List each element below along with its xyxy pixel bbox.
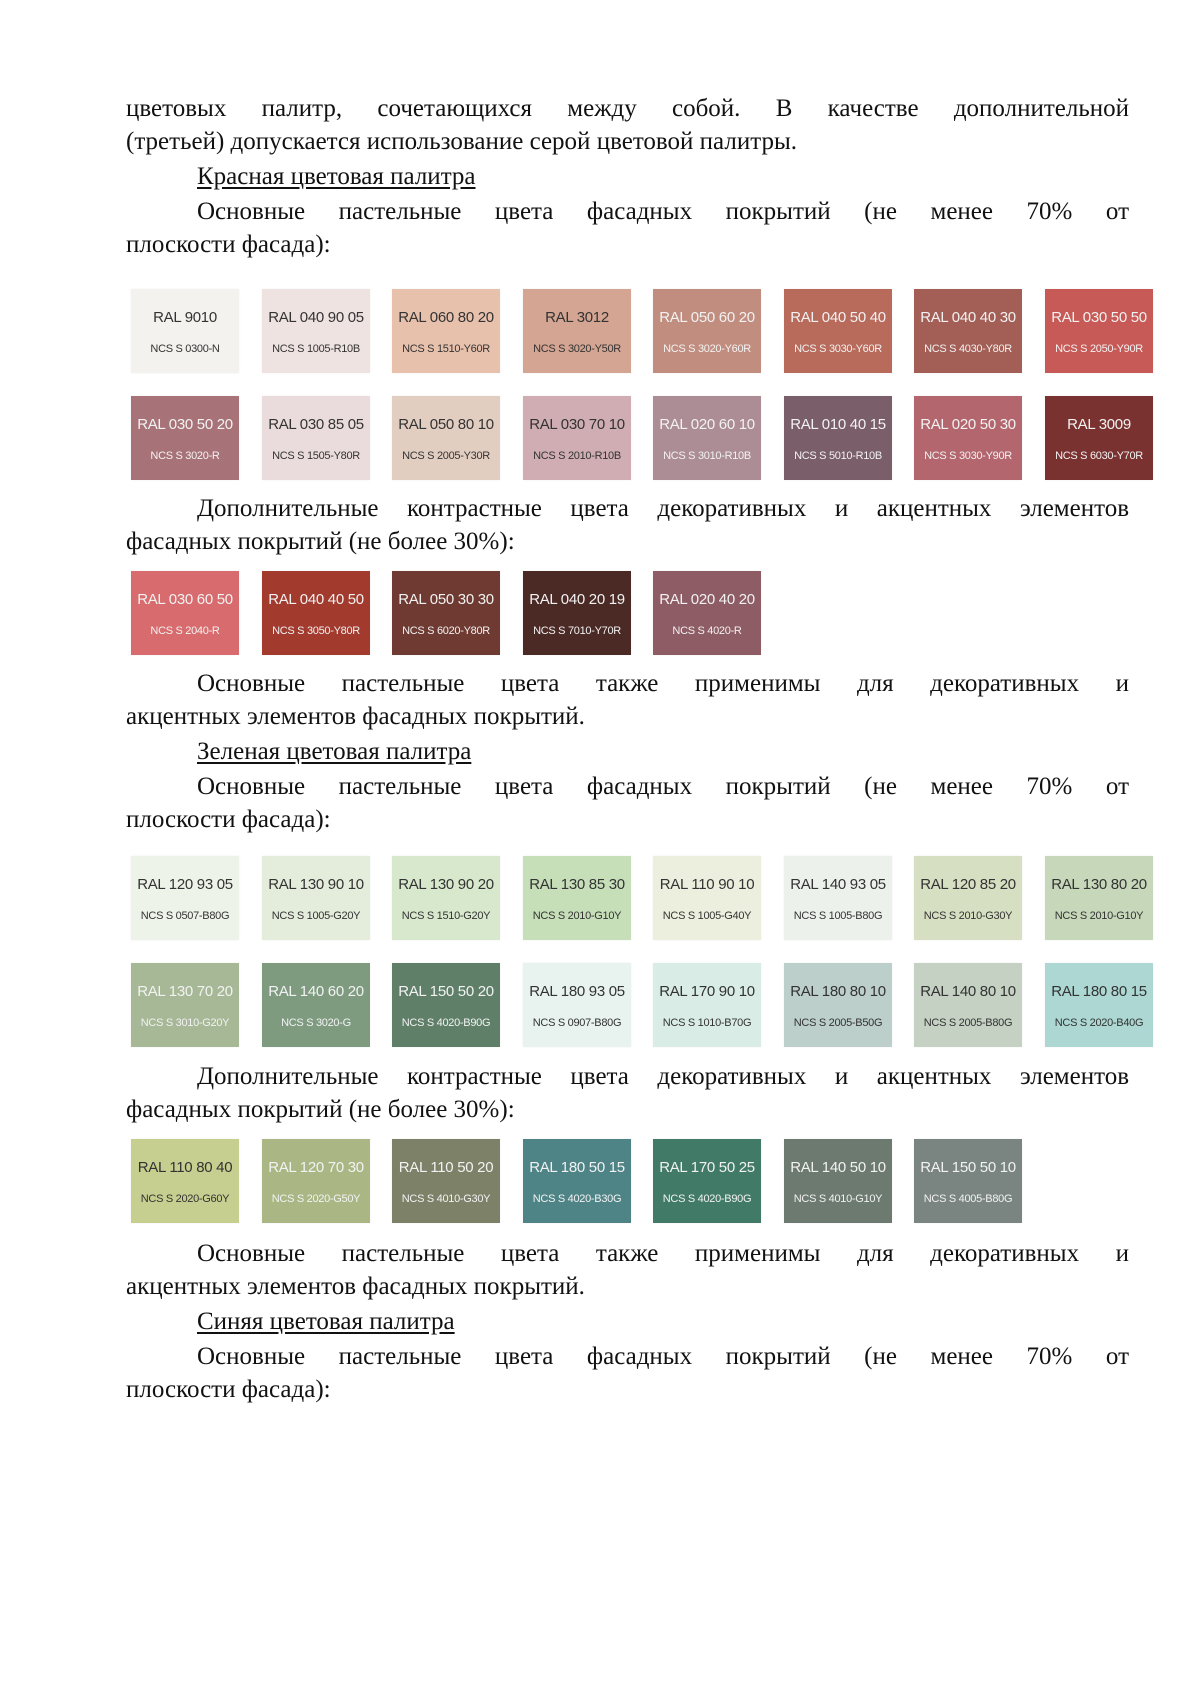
swatch-ral-code: RAL 130 90 20 <box>398 876 494 893</box>
color-swatch <box>784 856 892 940</box>
swatch-ncs-code: NCS S 2050-Y90R <box>1055 343 1143 355</box>
color-swatch <box>523 396 631 480</box>
green-note-line-1: Основные пастельные цвета также применимы для декоративных и <box>197 1240 1129 1267</box>
swatch-ral-code: RAL 130 70 20 <box>137 983 233 1000</box>
color-swatch <box>392 856 500 940</box>
swatch-ral-code: RAL 130 85 30 <box>529 876 625 893</box>
green-additional-line-1: Дополнительные контрастные цвета декоративных и акцентных элементов <box>197 1063 1129 1090</box>
swatch-ral-code: RAL 030 85 05 <box>268 416 364 433</box>
green-palette-heading <box>126 735 1129 768</box>
color-swatch <box>131 963 239 1047</box>
swatch-ncs-code: NCS S 1005-G40Y <box>662 910 752 922</box>
swatch-ncs-code: NCS S 3020-R <box>150 450 220 462</box>
swatch-ral-code: RAL 120 85 20 <box>920 876 1016 893</box>
swatch-ral-code: RAL 120 70 30 <box>268 1159 364 1176</box>
swatch-ncs-code: NCS S 3020-G <box>281 1017 351 1029</box>
color-swatch <box>653 571 761 655</box>
color-swatch <box>392 396 500 480</box>
blue-main-line-1: Основные пастельные цвета фасадных покрытий (не менее 70% от <box>197 1343 1129 1370</box>
color-swatch <box>392 1139 500 1223</box>
intro-line-1: цветовых палитр, сочетающихся между собой. В качестве дополнительной <box>126 95 1129 122</box>
color-swatch <box>131 289 239 373</box>
swatch-ral-code: RAL 180 80 10 <box>790 983 886 1000</box>
color-swatch <box>523 571 631 655</box>
red-main-line-1: Основные пастельные цвета фасадных покрытий (не менее 70% от <box>197 198 1129 225</box>
swatch-ncs-code: NCS S 3030-Y90R <box>924 450 1012 462</box>
swatch-ncs-code: NCS S 1505-Y80R <box>272 450 360 462</box>
swatch-ncs-code: NCS S 2020-B40G <box>1054 1017 1144 1029</box>
swatch-ral-code: RAL 140 80 10 <box>920 983 1016 1000</box>
color-swatch <box>523 289 631 373</box>
swatch-ncs-code: NCS S 3020-Y50R <box>533 343 621 355</box>
swatch-ncs-code: NCS S 4005-B80G <box>923 1193 1013 1205</box>
green-note-line-2: акцентных элементов фасадных покрытий. <box>126 1273 585 1300</box>
swatch-ncs-code: NCS S 0907-B80G <box>532 1017 622 1029</box>
swatch-ral-code: RAL 020 40 20 <box>659 591 755 608</box>
color-swatch <box>653 396 761 480</box>
color-swatch <box>131 856 239 940</box>
color-swatch <box>262 963 370 1047</box>
swatch-ncs-code: NCS S 2020-G60Y <box>140 1193 230 1205</box>
color-swatch <box>392 963 500 1047</box>
swatch-ral-code: RAL 010 40 15 <box>790 416 886 433</box>
swatch-ral-code: RAL 050 60 20 <box>659 309 755 326</box>
color-swatch <box>784 396 892 480</box>
swatch-ral-code: RAL 030 50 20 <box>137 416 233 433</box>
swatch-ncs-code: NCS S 1010-B70G <box>662 1017 752 1029</box>
swatch-ral-code: RAL 040 40 50 <box>268 591 364 608</box>
swatch-ncs-code: NCS S 2010-R10B <box>533 450 621 462</box>
color-swatch <box>653 856 761 940</box>
swatch-ncs-code: NCS S 1510-G20Y <box>401 910 491 922</box>
swatch-ral-code: RAL 180 80 15 <box>1051 983 1147 1000</box>
swatch-ncs-code: NCS S 1510-Y60R <box>402 343 490 355</box>
swatch-ral-code: RAL 170 50 25 <box>659 1159 755 1176</box>
swatch-ncs-code: NCS S 2005-B50G <box>793 1017 883 1029</box>
blue-palette-heading-text: Синяя цветовая палитра <box>197 1308 455 1335</box>
intro-line-2: (третьей) допускается использование серой цветовой палитры. <box>126 128 798 155</box>
swatch-ral-code: RAL 180 93 05 <box>529 983 625 1000</box>
swatch-ral-code: RAL 040 50 40 <box>790 309 886 326</box>
color-swatch <box>1045 963 1153 1047</box>
red-palette-heading-text: Красная цветовая палитра <box>197 163 476 190</box>
swatch-ral-code: RAL 110 80 40 <box>137 1159 233 1176</box>
green-additional-line-2: фасадных покрытий (не более 30%): <box>126 1096 515 1123</box>
swatch-ral-code: RAL 120 93 05 <box>137 876 233 893</box>
color-swatch <box>262 571 370 655</box>
color-swatch <box>1045 289 1153 373</box>
swatch-ral-code: RAL 030 60 50 <box>137 591 233 608</box>
color-swatch <box>262 1139 370 1223</box>
color-swatch <box>1045 396 1153 480</box>
swatch-ral-code: RAL 110 90 10 <box>659 876 755 893</box>
swatch-ral-code: RAL 020 50 30 <box>920 416 1016 433</box>
color-swatch <box>914 963 1022 1047</box>
color-swatch <box>523 856 631 940</box>
swatch-ncs-code: NCS S 3020-Y60R <box>663 343 751 355</box>
swatch-ral-code: RAL 170 90 10 <box>659 983 755 1000</box>
swatch-ral-code: RAL 130 90 10 <box>268 876 364 893</box>
color-swatch <box>914 396 1022 480</box>
swatch-ncs-code: NCS S 3010-R10B <box>663 450 751 462</box>
swatch-ncs-code: NCS S 1005-R10B <box>272 343 360 355</box>
blue-main-line-2: плоскости фасада): <box>126 1376 331 1403</box>
swatch-ral-code: RAL 050 80 10 <box>398 416 494 433</box>
color-swatch <box>653 963 761 1047</box>
color-swatch <box>262 396 370 480</box>
swatch-ral-code: RAL 110 50 20 <box>398 1159 494 1176</box>
swatch-ral-code: RAL 140 60 20 <box>268 983 364 1000</box>
swatch-ncs-code: NCS S 3010-G20Y <box>140 1017 230 1029</box>
red-note-line-1: Основные пастельные цвета также применимы для декоративных и <box>197 670 1129 697</box>
green-palette-heading-text: Зеленая цветовая палитра <box>197 738 472 765</box>
color-swatch <box>1045 856 1153 940</box>
color-swatch <box>914 1139 1022 1223</box>
swatch-ral-code: RAL 050 30 30 <box>398 591 494 608</box>
color-swatch <box>131 1139 239 1223</box>
swatch-ral-code: RAL 150 50 10 <box>920 1159 1016 1176</box>
swatch-ncs-code: NCS S 2005-Y30R <box>402 450 490 462</box>
swatch-ral-code: RAL 130 80 20 <box>1051 876 1147 893</box>
swatch-ncs-code: NCS S 0300-N <box>150 343 220 355</box>
color-swatch <box>653 1139 761 1223</box>
red-additional-line-2: фасадных покрытий (не более 30%): <box>126 528 515 555</box>
swatch-ral-code: RAL 030 70 10 <box>529 416 625 433</box>
swatch-ncs-code: NCS S 2010-G10Y <box>532 910 622 922</box>
swatch-ncs-code: NCS S 2010-G10Y <box>1054 910 1144 922</box>
swatch-ncs-code: NCS S 2005-B80G <box>923 1017 1013 1029</box>
swatch-ncs-code: NCS S 4030-Y80R <box>924 343 1012 355</box>
color-swatch <box>392 571 500 655</box>
color-swatch <box>784 289 892 373</box>
color-swatch <box>131 571 239 655</box>
swatch-ncs-code: NCS S 3030-Y60R <box>794 343 882 355</box>
swatch-ral-code: RAL 9010 <box>153 309 217 326</box>
color-swatch <box>523 963 631 1047</box>
swatch-ncs-code: NCS S 2020-G50Y <box>271 1193 361 1205</box>
swatch-ncs-code: NCS S 1005-B80G <box>793 910 883 922</box>
color-swatch <box>784 963 892 1047</box>
swatch-ral-code: RAL 030 50 50 <box>1051 309 1147 326</box>
swatch-ncs-code: NCS S 2040-R <box>150 625 220 637</box>
swatch-ncs-code: NCS S 4020-B90G <box>662 1193 752 1205</box>
swatch-ral-code: RAL 040 90 05 <box>268 309 364 326</box>
color-swatch <box>262 856 370 940</box>
swatch-ncs-code: NCS S 4020-B90G <box>401 1017 491 1029</box>
color-swatch <box>262 289 370 373</box>
swatch-ncs-code: NCS S 4010-G30Y <box>401 1193 491 1205</box>
swatch-ncs-code: NCS S 2010-G30Y <box>923 910 1013 922</box>
swatch-ncs-code: NCS S 4020-R <box>672 625 742 637</box>
red-note-line-2: акцентных элементов фасадных покрытий. <box>126 703 585 730</box>
swatch-ral-code: RAL 140 50 10 <box>790 1159 886 1176</box>
red-main-line-2: плоскости фасада): <box>126 231 331 258</box>
red-additional-line-1: Дополнительные контрастные цвета декоративных и акцентных элементов <box>197 495 1129 522</box>
color-swatch <box>523 1139 631 1223</box>
swatch-ral-code: RAL 150 50 20 <box>398 983 494 1000</box>
swatch-ral-code: RAL 140 93 05 <box>790 876 886 893</box>
blue-palette-heading <box>126 1305 1129 1338</box>
swatch-ncs-code: NCS S 3050-Y80R <box>272 625 360 637</box>
green-main-line-1: Основные пастельные цвета фасадных покрытий (не менее 70% от <box>197 773 1129 800</box>
swatch-ral-code: RAL 020 60 10 <box>659 416 755 433</box>
swatch-ral-code: RAL 060 80 20 <box>398 309 494 326</box>
color-swatch <box>392 289 500 373</box>
color-swatch <box>131 396 239 480</box>
swatch-ncs-code: NCS S 7010-Y70R <box>533 625 621 637</box>
swatch-ncs-code: NCS S 6020-Y80R <box>402 625 490 637</box>
red-palette-heading <box>126 160 1129 193</box>
swatch-ncs-code: NCS S 5010-R10B <box>794 450 882 462</box>
color-swatch <box>653 289 761 373</box>
color-swatch <box>914 856 1022 940</box>
swatch-ral-code: RAL 040 20 19 <box>529 591 625 608</box>
swatch-ncs-code: NCS S 4010-G10Y <box>793 1193 883 1205</box>
swatch-ncs-code: NCS S 1005-G20Y <box>271 910 361 922</box>
swatch-ral-code: RAL 3012 <box>545 309 609 326</box>
swatch-ncs-code: NCS S 4020-B30G <box>532 1193 622 1205</box>
green-main-line-2: плоскости фасада): <box>126 806 331 833</box>
swatch-ncs-code: NCS S 6030-Y70R <box>1055 450 1143 462</box>
swatch-ncs-code: NCS S 0507-B80G <box>140 910 230 922</box>
color-swatch <box>914 289 1022 373</box>
swatch-ral-code: RAL 040 40 30 <box>920 309 1016 326</box>
color-swatch <box>784 1139 892 1223</box>
swatch-ral-code: RAL 180 50 15 <box>529 1159 625 1176</box>
swatch-ral-code: RAL 3009 <box>1067 416 1131 433</box>
